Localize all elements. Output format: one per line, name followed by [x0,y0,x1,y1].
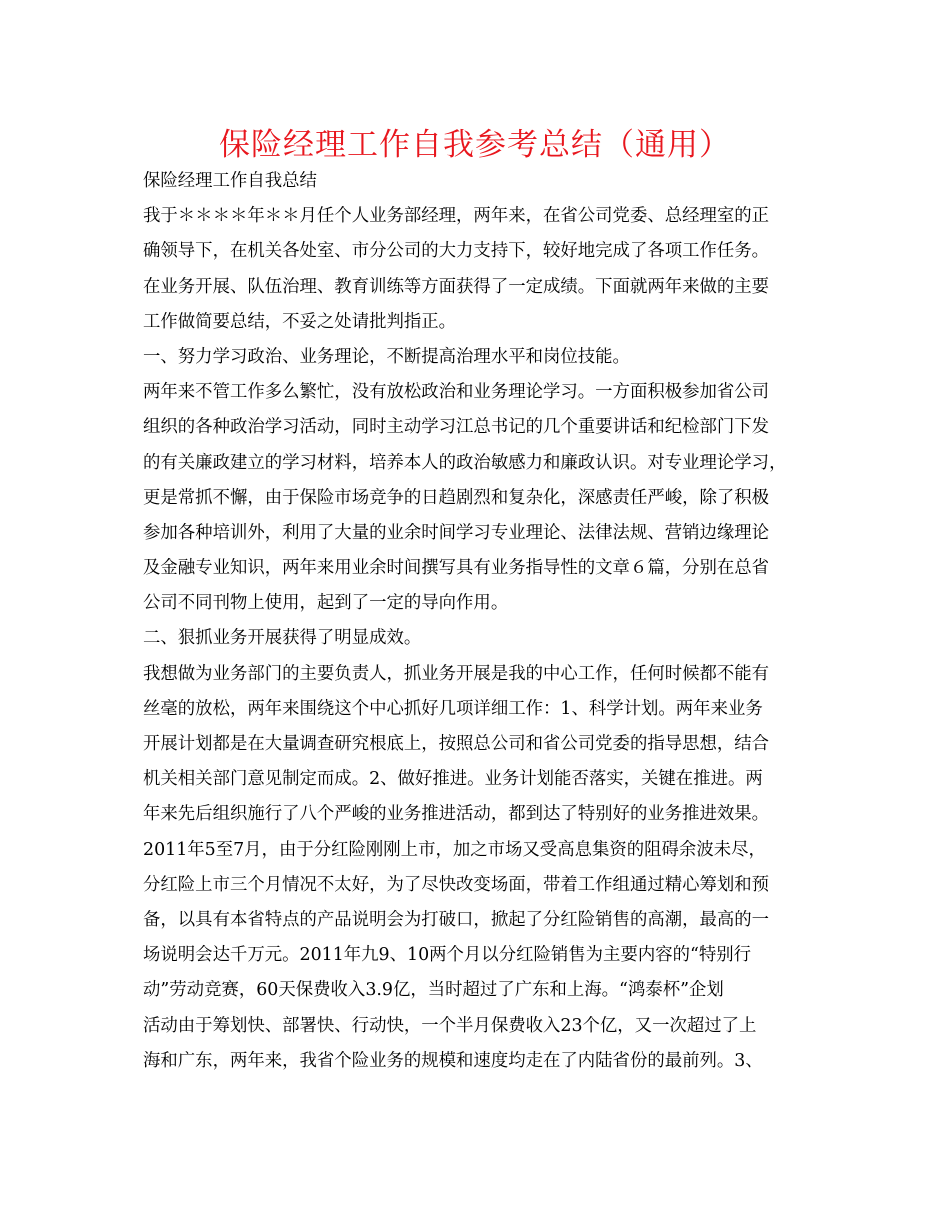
section-heading: 二、狠抓业务开展获得了明显成效。 [143,628,422,649]
paragraph-line: 及金融专业知识，两年来用业余时间撰写具有业务指导性的文章６篇，分别在总省 [143,558,770,579]
paragraph-line: 动”劳动竞赛，60天保费收入3.9亿，当时超过了广东和上海。“鸿泰杯”企划 [143,980,724,1001]
paragraph-line: 场说明会达千万元。2011年九9、10两个月以分红险销售为主要内容的“特别行 [143,945,752,966]
paragraph-line: 我想做为业务部门的主要负责人，抓业务开展是我的中心工作，任何时候都不能有 [143,663,770,684]
paragraph-line: 更是常抓不懈，由于保险市场竞争的日趋剧烈和复杂化，深感责任严峻，除了积极 [143,487,770,508]
paragraph-line: 在业务开展、队伍治理、教育训练等方面获得了一定成绩。下面就两年来做的主要 [143,276,770,297]
paragraph-line: 活动由于筹划快、部署快、行动快，一个半月保费收入23个亿，又一次超过了上 [143,1015,757,1036]
paragraph-line: 参加各种培训外，利用了大量的业余时间学习专业理论、法律法规、营销边缘理论 [143,522,770,543]
document-body [143,164,823,1079]
paragraph-line: 海和广东，两年来，我省个险业务的规模和速度均走在了内陆省份的最前列。3、 [143,1050,763,1071]
paragraph-line: 备，以具有本省特点的产品说明会为打破口，掀起了分红险销售的高潮，最高的一 [143,909,770,930]
paragraph-line: 开展计划都是在大量调查研究根底上，按照总公司和省公司党委的指导思想，结合 [143,734,770,754]
paragraph-line: 丝毫的放松，两年来围绕这个中心抓好几项详细工作：1、科学计划。两年来业务 [143,698,763,719]
paragraph-line: 公司不同刊物上使用，起到了一定的导向作用。 [143,593,509,614]
paragraph-line: 年来先后组织施行了八个严峻的业务推进活动，都到达了特别好的业务推进效果。 [143,804,770,825]
document-title: 保险经理工作自我参考总结（通用） [219,127,731,163]
paragraph-line: 分红险上市三个月情况不太好，为了尽快改变场面，带着工作组通过精心筹划和预 [143,874,770,895]
paragraph-line: 我于＊＊＊＊年＊＊月任个人业务部经理，两年来，在省公司党委、总经理室的正 [143,206,770,227]
paragraph-line: 工作做简要总结，不妥之处请批判指正。 [143,311,457,332]
paragraph-line: 机关相关部门意见制定而成。2、做好推进。业务计划能否落实，关键在推进。两 [143,769,763,790]
paragraph-line: 组织的各种政治学习活动，同时主动学习江总书记的几个重要讲话和纪检部门下发 [143,417,770,438]
paragraph-line: 确领导下，在机关各处室、市分公司的大力支持下，较好地完成了各项工作任务。 [143,241,770,262]
document-subtitle: 保险经理工作自我总结 [143,171,317,191]
paragraph-line: 的有关廉政建立的学习材料，培养本人的政治敏感力和廉政认识。对专业理论学习， [143,452,787,473]
section-heading: 一、努力学习政治、业务理论，不断提高治理水平和岗位技能。 [143,346,630,367]
paragraph-line: 2011年5至7月，由于分红险刚刚上市，加之市场又受高息集资的阻碍余波未尽， [143,839,766,860]
paragraph-line: 两年来不管工作多么繁忙，没有放松政治和业务理论学习。一方面积极参加省公司 [143,382,770,403]
